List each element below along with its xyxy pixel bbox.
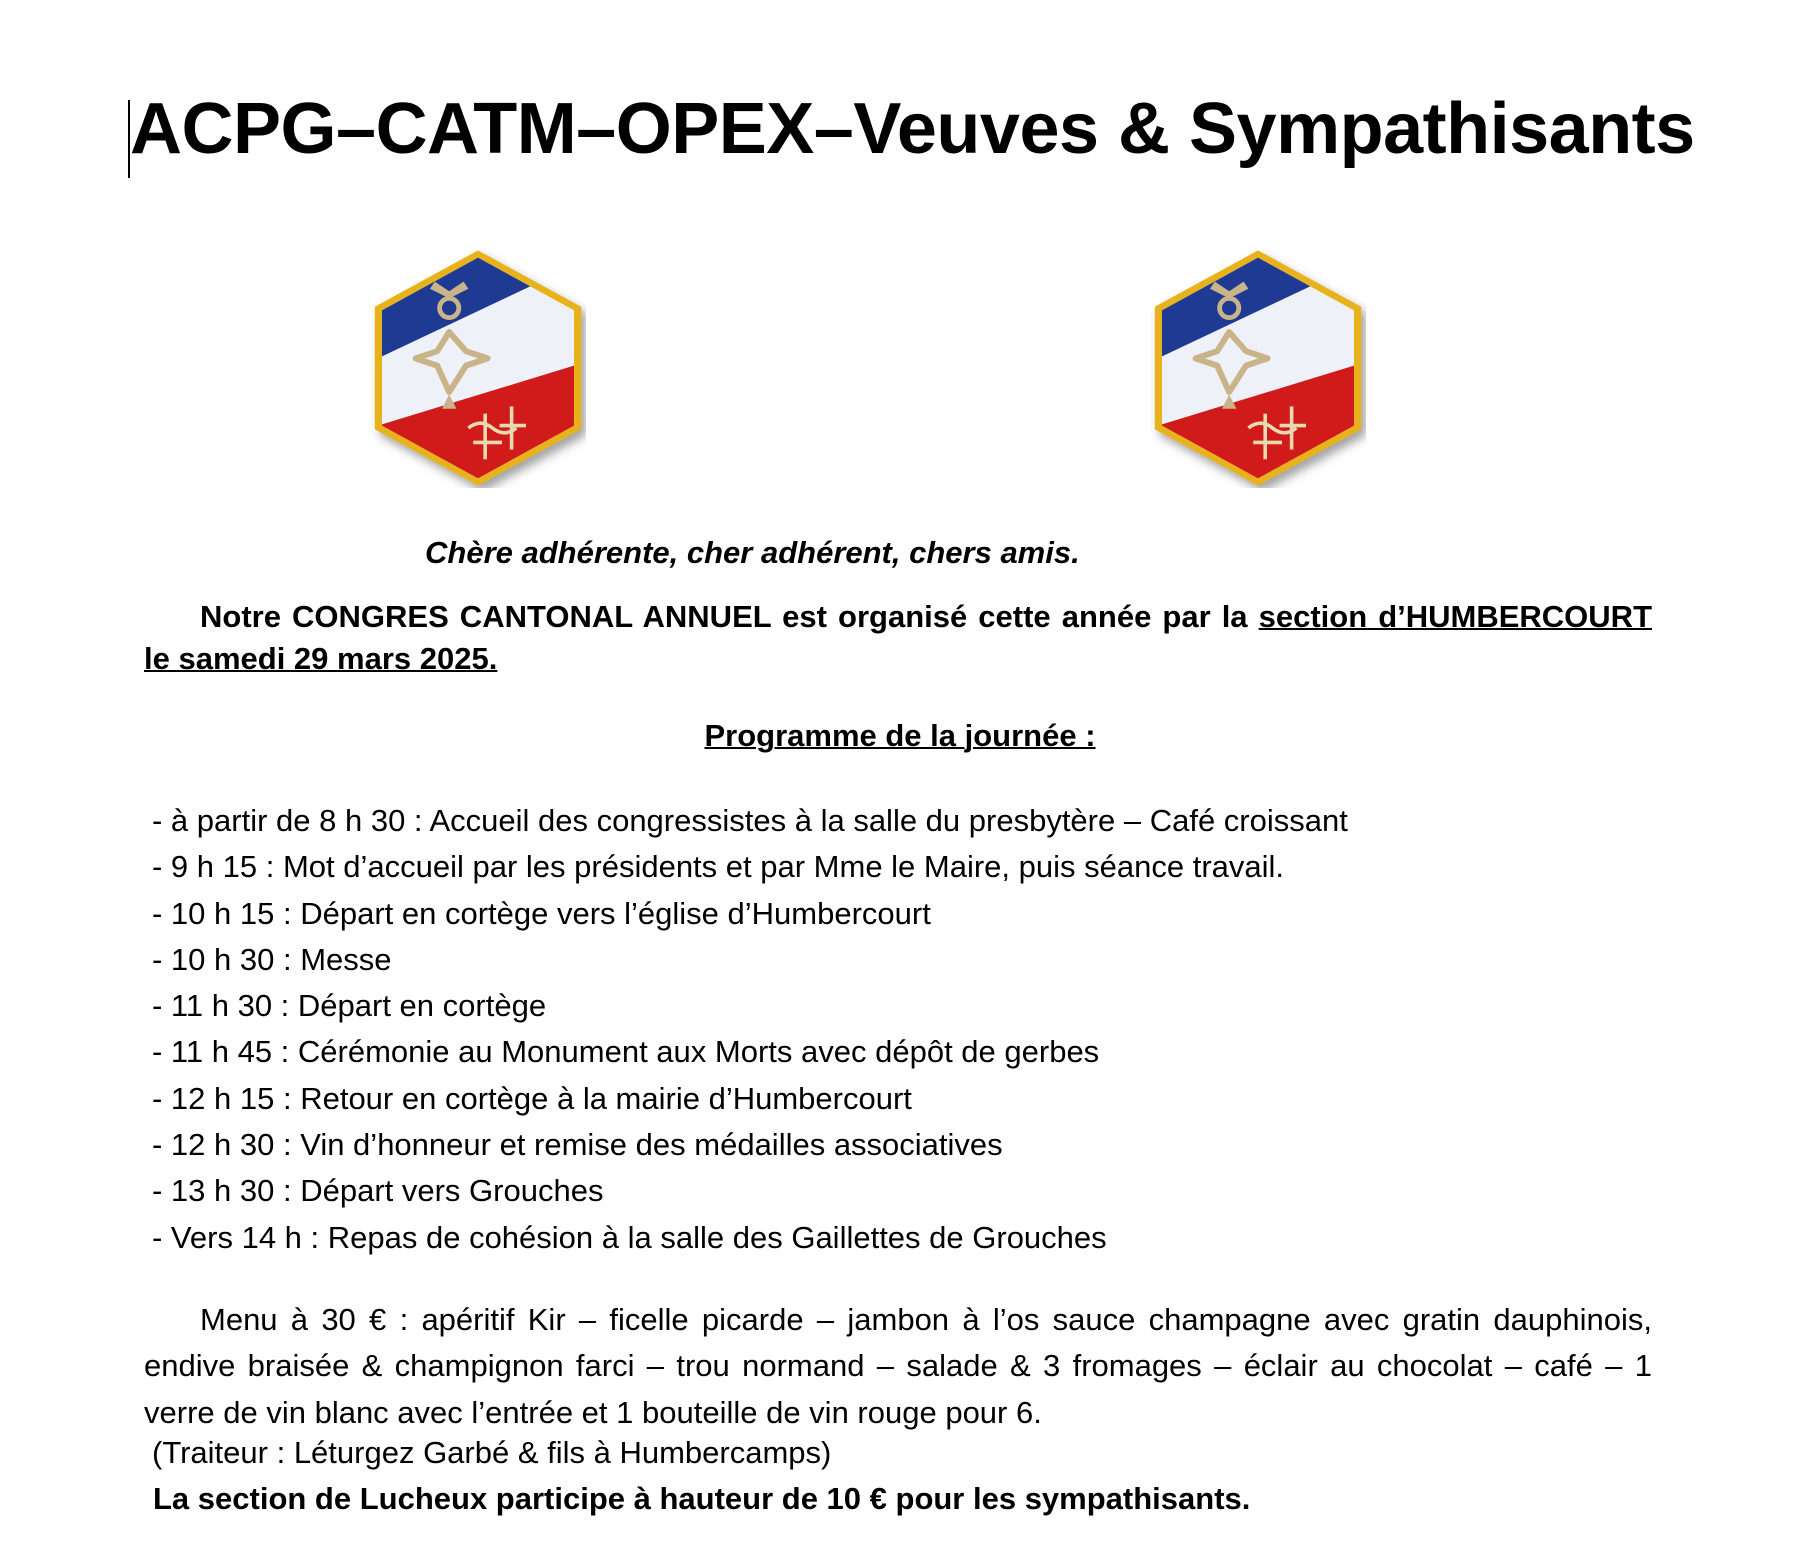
- intro-date-location: section d’HUMBERCOURT le samedi 29 mars 2025.: [144, 599, 1653, 676]
- schedule-item: - Vers 14 h : Repas de cohésion à la salle des Gaillettes de Grouches: [152, 1219, 1107, 1255]
- schedule-item: - à partir de 8 h 30 : Accueil des congressistes à la salle du presbytère – Café croissant: [152, 803, 1348, 838]
- caterer-note: (Traiteur : Léturgez Garbé & fils à Humbercamps): [152, 1435, 832, 1470]
- contribution-note: La section de Lucheux participe à hauteur de 10 € pour les sympathisants.: [153, 1481, 1251, 1516]
- schedule-item: - 13 h 30 : Départ vers Grouches: [152, 1173, 604, 1209]
- schedule-item: - 12 h 30 : Vin d’honneur et remise des médailles associatives: [152, 1127, 1003, 1163]
- emblem-badge-right: [1150, 248, 1366, 488]
- menu-paragraph: Menu à 30 € : apéritif Kir – ficelle picarde – jambon à l’os sauce champagne avec gratin dauphinois, endive braisée & champignon farci – trou normand – salade & 3 fromages – éclair au chocolat – café – 1 verre de vin blanc avec l’entrée et 1 bouteille de vin rouge pour 6.: [144, 1302, 1652, 1430]
- emblem-badge-left: [370, 248, 586, 488]
- page-title: ACPG–CATM–OPEX–Veuves & Sympathisants: [130, 89, 1695, 169]
- schedule-item: - 10 h 30 : Messe: [152, 941, 392, 977]
- intro-text: Notre CONGRES CANTONAL ANNUEL est organisé cette année par la: [200, 599, 1259, 634]
- greeting: Chère adhérente, cher adhérent, chers amis.: [425, 535, 1080, 570]
- schedule-item: - 11 h 45 : Cérémonie au Monument aux Morts avec dépôt de gerbes: [152, 1034, 1100, 1070]
- schedule-item: - 11 h 30 : Départ en cortège: [152, 988, 547, 1024]
- schedule-item: - 12 h 15 : Retour en cortège à la mairie d’Humbercourt: [152, 1080, 912, 1116]
- schedule-item: - 9 h 15 : Mot d’accueil par les présidents et par Mme le Maire, puis séance travail.: [152, 849, 1285, 885]
- programme-heading: Programme de la journée :: [704, 718, 1096, 753]
- intro-paragraph: [144, 596, 1652, 680]
- schedule-item: - 10 h 15 : Départ en cortège vers l’église d’Humbercourt: [152, 895, 931, 931]
- schedule-list: [152, 798, 1348, 1261]
